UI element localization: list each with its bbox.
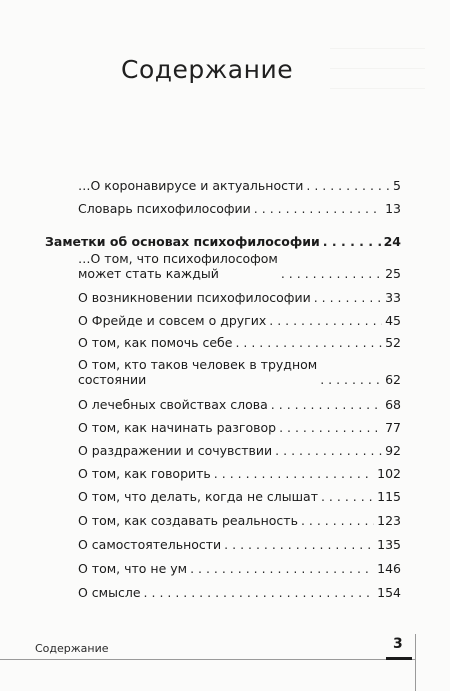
- toc-entry-title-line1: О том, кто таков человек в трудном: [78, 357, 318, 372]
- toc-entry-page: 33: [385, 290, 401, 305]
- toc-entry[interactable]: [78, 357, 401, 387]
- toc-entry[interactable]: [78, 443, 401, 458]
- toc-entry-title-line2: состоянии: [78, 372, 147, 387]
- footer-divider: [0, 659, 415, 660]
- toc-leader-dots: [275, 443, 382, 458]
- toc-entry-title: О лечебных свойствах слова: [78, 397, 268, 412]
- toc-section-title: Заметки об основах психофилософии: [45, 234, 320, 249]
- toc-entry[interactable]: [78, 313, 401, 328]
- toc-entry-page: 45: [385, 313, 401, 328]
- toc-entry[interactable]: [78, 561, 401, 576]
- toc-entry-title: …О коронавирусе и актуальности: [78, 178, 304, 193]
- toc-entry[interactable]: [78, 489, 401, 504]
- page-number: 3: [393, 636, 403, 652]
- toc-section-entry[interactable]: [45, 234, 401, 249]
- toc-entry-title: О смысле: [78, 585, 141, 600]
- toc-entry-page: 62: [385, 372, 401, 387]
- toc-leader-dots: [323, 234, 381, 249]
- toc-entry-page: 13: [385, 201, 401, 216]
- toc-entry[interactable]: [78, 397, 401, 412]
- toc-entry[interactable]: [78, 513, 401, 528]
- toc-leader-dots: [314, 290, 382, 305]
- toc-leader-dots: [214, 466, 374, 481]
- toc-entry-page: 25: [385, 266, 401, 281]
- toc-entry-page: 135: [377, 537, 401, 552]
- page-number-underline: [386, 657, 412, 660]
- toc-entry-page: 92: [385, 443, 401, 458]
- toc-leader-dots: [279, 420, 382, 435]
- toc-entry[interactable]: [78, 178, 401, 193]
- toc-entry-page: 154: [377, 585, 401, 600]
- toc-entry[interactable]: [78, 335, 401, 350]
- running-footer-label: Содержание: [35, 642, 109, 655]
- toc-leader-dots: [271, 397, 382, 412]
- toc-entry-title: О том, как создавать реальность: [78, 513, 298, 528]
- toc-entry-page: 123: [377, 513, 401, 528]
- toc-entry-title: [78, 251, 278, 281]
- page-title: Содержание: [121, 54, 294, 84]
- toc-leader-dots: [235, 335, 382, 350]
- toc-entry-title: О том, что не ум: [78, 561, 188, 576]
- toc-leader-dots: [190, 561, 374, 576]
- toc-leader-dots: [306, 178, 390, 193]
- toc-entry[interactable]: [78, 420, 401, 435]
- toc-entry[interactable]: [78, 201, 401, 216]
- toc-entry-title: [78, 357, 317, 387]
- toc-entry-title-line2: может стать каждый: [78, 266, 219, 281]
- toc-entry-title: О Фрейде и совсем о других: [78, 313, 267, 328]
- toc-entry-page: 77: [385, 420, 401, 435]
- toc-entry-title: Словарь психофилософии: [78, 201, 251, 216]
- toc-entry-title: О том, как говорить: [78, 466, 211, 481]
- toc-entry-title: О возникновении психофилософии: [78, 290, 311, 305]
- toc-entry-page: 5: [393, 178, 401, 193]
- toc-entry-title: О раздражении и сочувствии: [78, 443, 273, 458]
- toc-entry-page: 146: [377, 561, 401, 576]
- toc-entry-title: О том, что делать, когда не слышат: [78, 489, 318, 504]
- toc-leader-dots: [320, 372, 382, 387]
- toc-entry[interactable]: [78, 537, 401, 552]
- toc-entry-title: О том, как начинать разговор: [78, 420, 277, 435]
- toc-entry-page: 52: [385, 335, 401, 350]
- footer-vertical-divider: [415, 634, 416, 691]
- toc-leader-dots: [269, 313, 382, 328]
- toc-entry[interactable]: [78, 290, 401, 305]
- toc-leader-dots: [281, 266, 382, 281]
- toc-entry[interactable]: [78, 585, 401, 600]
- toc-section-page: 24: [383, 234, 401, 249]
- toc-leader-dots: [254, 201, 382, 216]
- toc-entry[interactable]: [78, 251, 401, 281]
- toc-leader-dots: [144, 585, 375, 600]
- toc-entry-title-line1: …О том, что психофилософом: [78, 251, 278, 266]
- toc-entry[interactable]: [78, 466, 401, 481]
- toc-leader-dots: [224, 537, 374, 552]
- show-through-decoration: [330, 44, 430, 104]
- toc-entry-page: 115: [377, 489, 401, 504]
- toc-entry-title: О том, как помочь себе: [78, 335, 233, 350]
- toc-entry-title: О самостоятельности: [78, 537, 222, 552]
- toc-leader-dots: [321, 489, 374, 504]
- toc-leader-dots: [301, 513, 374, 528]
- toc-entry-page: 68: [385, 397, 401, 412]
- toc-entry-page: 102: [377, 466, 401, 481]
